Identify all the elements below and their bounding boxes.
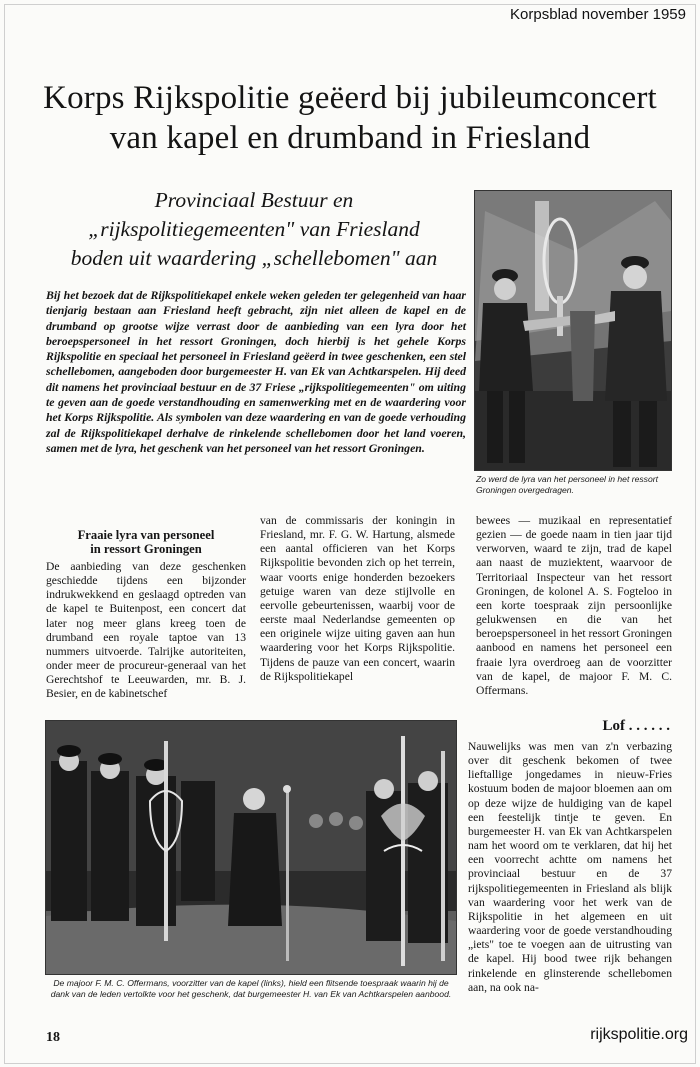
intro-paragraph: Bij het bezoek dat de Rijkspolitiekapel enkele weken geleden ter gelegenheid van haar tienjarig bestaan aan Friesland heeft gebracht, zijn niet alleen de kapel en de drumband op grootse wijze verrast door de aanbieding van een lyra door het beroepspersoneel in het ressort Groningen, doch hierbij is het gehele Korps Rijkspolitie en speciaal het personeel in Friesland geëerd in twee geschenken, een stel schellebomen, aangeboden door burgemeester H. van Ek van Achtkarspelen. Hij deed dit namens het provinciaal bestuur en de 37 Friese „rijkspolitiegemeenten" om uiting te geven aan de goede verstandhouding en samenwerking met en de waardering voor het Korps Rijkspolitie. Als symbolen van deze waardering en van de goede verhouding zal de Rijkspolitiekapel derhalve de rinkelende schellebomen door het land voeren, samen met de lyra, het geschenk van het personeel van het ressort Groningen. xyxy=(46,288,466,455)
speech-photo-caption: De majoor F. M. C. Offermans, voorzitter van de kapel (links), hield een flitsende toespraak waarin hij de dank van de leden vertolkte voor het geschenk, dat burgemeester H. van Ek van Achtkarspelen aanbood. xyxy=(50,978,452,999)
body-column-4 xyxy=(468,740,672,995)
section-heading-line-2: in ressort Groningen xyxy=(90,542,202,556)
lyra-handover-photo xyxy=(474,190,672,471)
body-column-3 xyxy=(476,514,672,698)
page-number: 18 xyxy=(46,1030,60,1045)
lof-heading: Lof . . . . . . xyxy=(602,718,670,734)
section-heading xyxy=(46,528,246,556)
band-speech-photo xyxy=(45,720,457,975)
section-heading-line-1: Fraaie lyra van personeel xyxy=(77,528,215,542)
body-paragraph: De aanbieding van deze geschenken geschiedde tijdens een bijzonder indrukwekkend en geslaagd optreden van de kapel te Buitenpost, een concert dat later nog meer glans kreeg toen de drumband een royale taptoe van 13 nummers uitvoerde. Talrijke autoriteiten, onder meer de procureur-generaal van het Gerechtshof te Leeuwarden, mr. B. J. Besier, en de kabinetschef xyxy=(46,560,246,701)
subtitle-line-3: boden uit waardering „schellebomen" aan xyxy=(70,246,438,270)
body-column-2 xyxy=(260,514,455,684)
article-subtitle xyxy=(40,186,468,273)
body-column-1 xyxy=(46,528,246,702)
source-url: rijkspolitie.org xyxy=(590,1026,688,1043)
title-line-2: van kapel en drumband in Friesland xyxy=(109,120,591,156)
lyra-photo-caption: Zo werd de lyra van het personeel in het ressort Groningen overgedragen. xyxy=(476,474,658,495)
subtitle-line-1: Provinciaal Bestuur en xyxy=(154,188,354,212)
body-paragraph: van de commissaris der koningin in Friesland, mr. F. G. W. Hartung, alsmede een aantal officieren van het Korps Rijkspolitie bevonden zich op het terrein, waar voorts enige honderden bezoekers getuige waren van deze stijlvolle en eervolle gebeurtenissen, waarbij voor de eerste maal Nederlandse gemeenten op een originele wijze uiting gaven aan hun waardering voor het Korps Rijkspolitie. Tijdens de pauze van een concert, waarin de Rijkspolitiekapel xyxy=(260,514,455,683)
body-paragraph: Nauwelijks was men van z'n verbazing over dit geschenk bekomen of twee lieftallige jongedames in nieuw-Fries kostuum boden de majoor bloemen aan om op deze wijze de huldiging van de kapel een feestelijk tintje te geven. En burgemeester H. van Ek van Achtkarspelen nam het woord om te verklaren, dat hij het een voorrecht achtte om namens het provinciaal bestuur en de 37 rijkspolitiegemeenten in Friesland als blijk van waardering voor het werk van de Rijkspolitie in het algemeen en uit waardering voor de goede verstandhouding „iets" toe te voegen aan de uitrusting van de kapel. Hij bood twee rijk behangen rinkelende en glinsterende schellebomen aan, na ook na- xyxy=(468,740,672,994)
subtitle-line-2: „rijkspolitiegemeenten" van Friesland xyxy=(88,217,420,241)
issue-stamp: Korpsblad november 1959 xyxy=(510,6,686,23)
article-title xyxy=(28,78,672,158)
body-paragraph: bewees — muzikaal en representatief gezien — de goede naam in tien jaar tijd verworven, waard te zijn, trad de kapel aan naast de muziektent, waarvoor de Territoriaal Inspecteur van het ressort Groningen, de kolonel A. S. Fogteloo in een korte toespraak zijn persoonlijke gelukwensen en die van het beroepspersoneel in het ressort Groningen aanbood en namens het personeel een fraaie lyra overdroeg aan de voorzitter van de kapel, de majoor F. M. C. Offermans. xyxy=(476,514,672,697)
title-line-1: Korps Rijkspolitie geëerd bij jubileumconcert xyxy=(43,80,657,116)
